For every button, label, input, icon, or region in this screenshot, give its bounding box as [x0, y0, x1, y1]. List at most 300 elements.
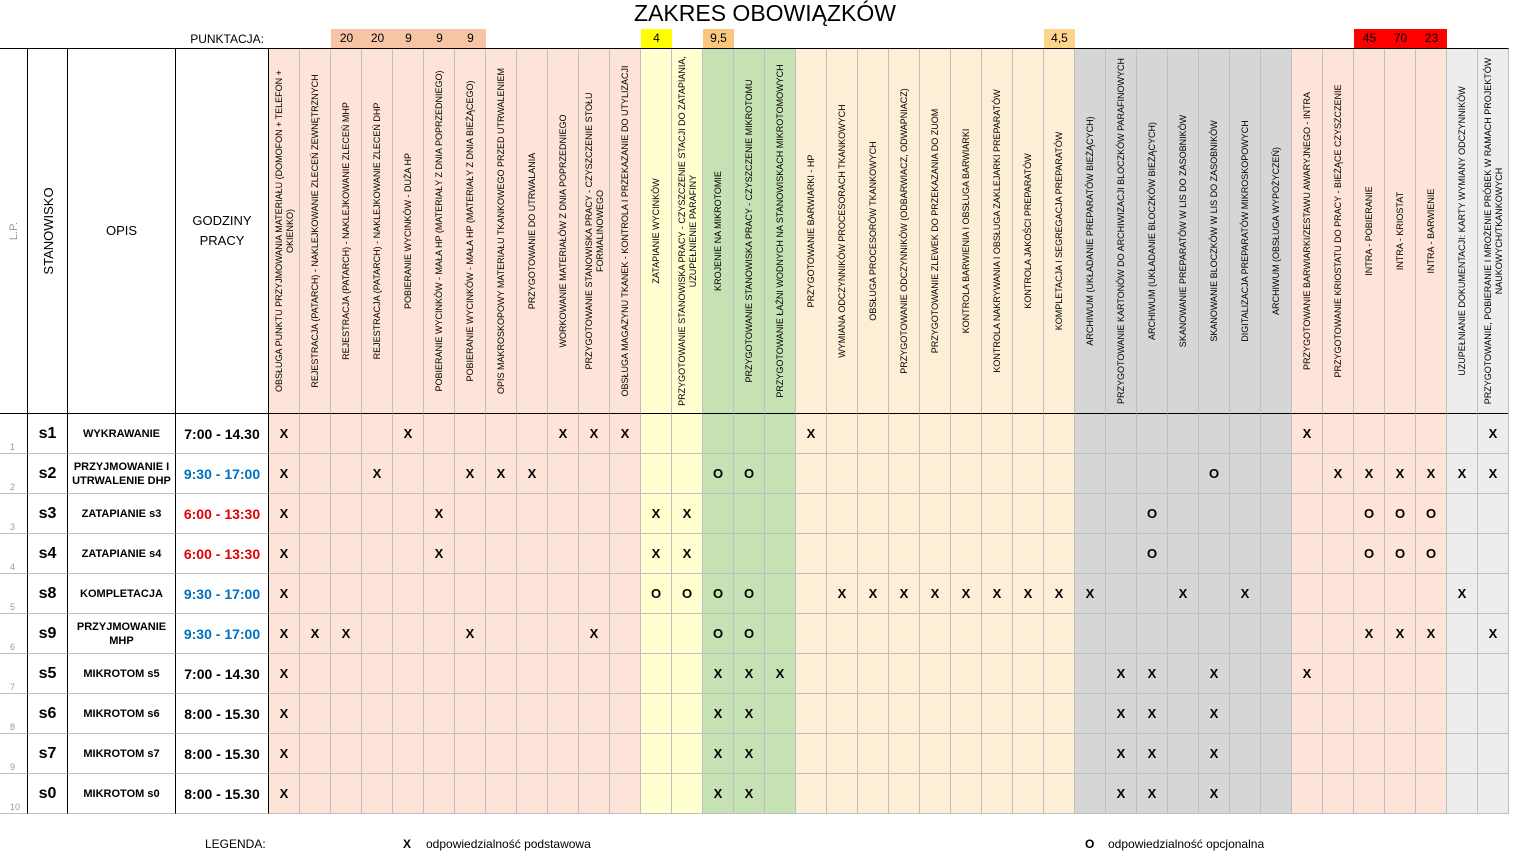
- duty-cell: [455, 654, 486, 694]
- duty-cell: O: [734, 574, 765, 614]
- duty-cell: [951, 654, 982, 694]
- duty-cell: [455, 734, 486, 774]
- duty-cell: [1044, 774, 1075, 814]
- duty-cell: [889, 414, 920, 454]
- duty-cell: O: [1385, 534, 1416, 574]
- duty-cell: [548, 534, 579, 574]
- column-header: [1199, 48, 1230, 414]
- duty-cell: [393, 494, 424, 534]
- duty-cell: [765, 574, 796, 614]
- duty-cell: [517, 494, 548, 534]
- duty-cell: [1013, 734, 1044, 774]
- duty-cell: [1447, 494, 1478, 534]
- duty-cell: [393, 774, 424, 814]
- duty-cell: X: [1447, 574, 1478, 614]
- legend-label: LEGENDA:: [205, 837, 266, 851]
- duty-cell: [1230, 614, 1261, 654]
- legend-o-text: odpowiedzialność opcjonalna: [1108, 837, 1265, 851]
- duty-cell: [486, 694, 517, 734]
- duty-cell: [672, 774, 703, 814]
- duty-cell: [796, 774, 827, 814]
- duty-cell: [1075, 534, 1106, 574]
- duty-cell: [641, 454, 672, 494]
- row-number: 1: [0, 414, 28, 454]
- duty-cell: [548, 734, 579, 774]
- duty-cell: [920, 734, 951, 774]
- duty-cell: [610, 494, 641, 534]
- work-hours: 6:00 - 13:30: [176, 534, 269, 574]
- duty-cell: X: [1106, 694, 1137, 734]
- duty-cell: X: [641, 534, 672, 574]
- duty-cell: [331, 414, 362, 454]
- duty-cell: X: [1199, 734, 1230, 774]
- duty-cell: [1447, 614, 1478, 654]
- duty-cell: [300, 534, 331, 574]
- duty-cell: [1168, 654, 1199, 694]
- duty-cell: [672, 414, 703, 454]
- duty-cell: [951, 614, 982, 654]
- duty-cell: [455, 574, 486, 614]
- work-hours: 6:00 - 13:30: [176, 494, 269, 534]
- duty-cell: [331, 734, 362, 774]
- duty-cell: [1385, 734, 1416, 774]
- duty-cell: [1261, 654, 1292, 694]
- duty-cell: [486, 654, 517, 694]
- duty-cell: [1137, 574, 1168, 614]
- duty-cell: [393, 694, 424, 734]
- duty-cell: [734, 414, 765, 454]
- duty-cell: [889, 654, 920, 694]
- column-header: [765, 48, 796, 414]
- duty-cell: [889, 774, 920, 814]
- header-description: OPIS: [68, 48, 176, 414]
- duty-cell: [393, 614, 424, 654]
- duty-cell: [486, 534, 517, 574]
- column-header-label: PRZYGOTOWANIE KRIOSTATU DO PRACY - BIEŻĄCE CZYSZCZENIE: [1333, 84, 1343, 378]
- score-cell: 45: [1354, 29, 1385, 48]
- duty-cell: X: [734, 734, 765, 774]
- row-number: 4: [0, 534, 28, 574]
- duty-cell: O: [1416, 494, 1447, 534]
- duty-cell: [517, 654, 548, 694]
- duty-cell: [1292, 734, 1323, 774]
- duty-cell: [1354, 734, 1385, 774]
- duty-cell: O: [1137, 534, 1168, 574]
- column-header: [300, 48, 331, 414]
- duty-cell: X: [1168, 574, 1199, 614]
- column-header-label: OBSŁUGA PUNKTU PRZYJMOWANIA MATERIAŁU (DOMOFON + TELEFON + OKIENKO): [273, 70, 295, 392]
- duty-cell: [1416, 734, 1447, 774]
- duty-cell: [579, 494, 610, 534]
- column-header-label: PRZYGOTOWANIE STANOWISKA PRACY - CZYSZCZENIE STACJI DO ZATAPIANIA, UZUPEŁNIENIE PARAFINY: [676, 56, 698, 406]
- duty-cell: [548, 614, 579, 654]
- duty-cell: [424, 694, 455, 734]
- station-code: s7: [28, 734, 68, 774]
- duty-cell: [610, 574, 641, 614]
- duty-cell: [889, 494, 920, 534]
- duty-cell: X: [641, 494, 672, 534]
- duty-cell: X: [269, 614, 300, 654]
- column-header: [1447, 48, 1478, 414]
- work-hours: 8:00 - 15.30: [176, 774, 269, 814]
- duty-cell: X: [424, 534, 455, 574]
- duty-cell: X: [1292, 414, 1323, 454]
- duty-cell: [1323, 694, 1354, 734]
- legend-x-symbol: X: [403, 837, 412, 851]
- duty-cell: [765, 734, 796, 774]
- duty-cell: [424, 774, 455, 814]
- duty-cell: X: [1354, 614, 1385, 654]
- duty-cell: [641, 694, 672, 734]
- duty-cell: [1416, 414, 1447, 454]
- column-header: [1416, 48, 1447, 414]
- duty-cell: [951, 774, 982, 814]
- duty-cell: [982, 774, 1013, 814]
- duty-cell: [1323, 534, 1354, 574]
- duty-cell: [796, 614, 827, 654]
- column-header-label: ARCHIWUM (UKŁADANIE PREPARATÓW BIEŻĄCYCH): [1085, 116, 1095, 346]
- station-description: MIKROTOM s0: [68, 774, 176, 814]
- duty-cell: [1416, 774, 1447, 814]
- duty-cell: [827, 734, 858, 774]
- duty-cell: [579, 534, 610, 574]
- station-description: MIKROTOM s7: [68, 734, 176, 774]
- duty-cell: [517, 574, 548, 614]
- duty-cell: [1385, 694, 1416, 734]
- header-station-label: STANOWISKO: [40, 187, 56, 275]
- column-header: [1106, 48, 1137, 414]
- duty-cell: [920, 494, 951, 534]
- column-header: [1013, 48, 1044, 414]
- duty-cell: X: [1478, 614, 1509, 654]
- column-header-label: POBIERANIE WYCINKÓW - DUŻA HP: [403, 153, 413, 310]
- row-number: 6: [0, 614, 28, 654]
- duty-cell: [1013, 694, 1044, 734]
- duty-cell: [300, 734, 331, 774]
- duty-cell: X: [920, 574, 951, 614]
- score-cell: 70: [1385, 29, 1416, 48]
- duty-cell: [951, 534, 982, 574]
- duty-cell: [765, 454, 796, 494]
- duty-cell: X: [796, 414, 827, 454]
- duty-cell: [610, 774, 641, 814]
- duty-cell: [1230, 774, 1261, 814]
- column-header-label: OPIS MAKROSKOPOWY MATERIAŁU TKANKOWEGO PRZED UTRWALENIEM: [496, 67, 506, 395]
- duty-cell: [827, 454, 858, 494]
- column-header-label: PRZYGOTOWANIE STANOWISKA PRACY - CZYSZCZENIE STOŁU FORMALINOWEGO: [583, 92, 605, 370]
- duty-cell: [1447, 734, 1478, 774]
- duty-cell: X: [1416, 614, 1447, 654]
- work-hours: 9:30 - 17:00: [176, 614, 269, 654]
- duty-cell: O: [703, 614, 734, 654]
- duty-cell: [424, 614, 455, 654]
- duty-cell: [796, 574, 827, 614]
- duty-cell: [641, 614, 672, 654]
- column-header: [703, 48, 734, 414]
- column-header-label: INTRA - KRIOSTAT: [1395, 191, 1405, 271]
- duty-cell: [1168, 734, 1199, 774]
- duty-cell: [1106, 414, 1137, 454]
- column-header: [1385, 48, 1416, 414]
- column-header: [548, 48, 579, 414]
- duty-cell: [858, 774, 889, 814]
- column-header: [610, 48, 641, 414]
- duty-cell: X: [269, 494, 300, 534]
- duty-cell: [827, 694, 858, 734]
- row-number: 10: [0, 774, 28, 814]
- duty-cell: [300, 574, 331, 614]
- duty-cell: [579, 734, 610, 774]
- duty-cell: X: [1199, 654, 1230, 694]
- duty-cell: X: [269, 534, 300, 574]
- duty-cell: X: [982, 574, 1013, 614]
- duty-cell: [641, 774, 672, 814]
- column-header: [455, 48, 486, 414]
- duty-cell: [765, 694, 796, 734]
- duty-cell: [424, 734, 455, 774]
- duty-cell: [362, 694, 393, 734]
- duty-cell: X: [951, 574, 982, 614]
- duty-cell: [920, 454, 951, 494]
- duty-cell: [1168, 494, 1199, 534]
- duty-cell: [1292, 494, 1323, 534]
- duty-cell: [641, 654, 672, 694]
- duty-cell: [951, 494, 982, 534]
- duty-cell: [424, 454, 455, 494]
- duty-cell: X: [734, 654, 765, 694]
- duty-cell: [455, 494, 486, 534]
- duty-cell: X: [703, 734, 734, 774]
- duty-cell: [672, 654, 703, 694]
- column-header-label: PRZYGOTOWANIE, POBIERANIE I MROŻENIE PRÓBEK W RAMACH PROJEKTÓW NAUKOWYCH/TKANKOWYCH: [1482, 57, 1504, 405]
- duty-cell: [1075, 654, 1106, 694]
- duty-cell: X: [300, 614, 331, 654]
- duty-cell: X: [1447, 454, 1478, 494]
- duty-cell: [1075, 454, 1106, 494]
- duty-cell: [1137, 414, 1168, 454]
- duty-cell: [827, 654, 858, 694]
- duty-cell: [827, 614, 858, 654]
- duty-cell: [1168, 614, 1199, 654]
- header-lp-label: L.P.: [7, 221, 20, 241]
- duty-cell: [455, 774, 486, 814]
- duty-cell: [765, 494, 796, 534]
- duty-cell: [1230, 734, 1261, 774]
- header-lp: [0, 48, 28, 414]
- column-header-label: POBIERANIE WYCINKÓW - MAŁA HP (MATERIAŁY Z DNIA BIEŻĄCEGO): [465, 80, 475, 382]
- column-header: [734, 48, 765, 414]
- duty-cell: X: [1137, 734, 1168, 774]
- duty-cell: [1137, 454, 1168, 494]
- duty-cell: [1044, 534, 1075, 574]
- column-header: [920, 48, 951, 414]
- duty-cell: [1261, 454, 1292, 494]
- station-description: ZATAPIANIE s4: [68, 534, 176, 574]
- column-header: [982, 48, 1013, 414]
- duty-cell: [1385, 654, 1416, 694]
- column-header: [1292, 48, 1323, 414]
- duty-cell: [548, 494, 579, 534]
- column-header-label: ARCHIWUM (UKŁADANIE BLOCZKÓW BIEŻĄCYCH): [1147, 121, 1157, 341]
- column-header-label: UZUPEŁNIANIE DOKUMENTACJI: KARTY WYMIANY ODCZYNNIKÓW: [1457, 86, 1467, 376]
- duty-cell: [548, 774, 579, 814]
- column-header: [362, 48, 393, 414]
- duty-cell: X: [455, 614, 486, 654]
- duty-cell: [362, 494, 393, 534]
- duty-cell: [1075, 494, 1106, 534]
- column-header: [796, 48, 827, 414]
- duty-cell: X: [269, 454, 300, 494]
- column-header: [1261, 48, 1292, 414]
- duty-cell: X: [1137, 654, 1168, 694]
- duty-cell: X: [1199, 774, 1230, 814]
- score-cell: 20: [331, 29, 362, 48]
- duty-cell: [858, 614, 889, 654]
- duty-cell: [858, 494, 889, 534]
- duty-cell: [920, 534, 951, 574]
- duty-cell: X: [579, 614, 610, 654]
- score-cell: 20: [362, 29, 393, 48]
- duty-cell: [1168, 414, 1199, 454]
- duty-cell: X: [331, 614, 362, 654]
- duty-cell: [579, 454, 610, 494]
- duty-cell: X: [703, 694, 734, 734]
- duty-cell: [951, 414, 982, 454]
- column-header-label: ARCHIWUM (OBSŁUGA WYPOŻYCZEŃ): [1271, 147, 1281, 316]
- duty-cell: X: [548, 414, 579, 454]
- duty-cell: [827, 494, 858, 534]
- duty-cell: [331, 494, 362, 534]
- duty-cell: [951, 694, 982, 734]
- duty-cell: [1199, 494, 1230, 534]
- duty-cell: [734, 494, 765, 534]
- duty-cell: [889, 694, 920, 734]
- duty-cell: [1044, 694, 1075, 734]
- duty-cell: [1354, 654, 1385, 694]
- duty-cell: [331, 694, 362, 734]
- work-hours: 8:00 - 15.30: [176, 694, 269, 734]
- duty-cell: O: [734, 614, 765, 654]
- duty-cell: [486, 614, 517, 654]
- duty-cell: X: [486, 454, 517, 494]
- duty-cell: [672, 694, 703, 734]
- column-header: [641, 48, 672, 414]
- column-header: [1075, 48, 1106, 414]
- duty-cell: [1354, 774, 1385, 814]
- duty-cell: [858, 534, 889, 574]
- duty-cell: [1230, 494, 1261, 534]
- duty-cell: X: [1044, 574, 1075, 614]
- row-number: 8: [0, 694, 28, 734]
- station-description: KOMPLETACJA: [68, 574, 176, 614]
- duty-cell: [1323, 414, 1354, 454]
- duty-cell: [517, 614, 548, 654]
- duty-cell: [796, 734, 827, 774]
- work-hours: 8:00 - 15.30: [176, 734, 269, 774]
- duty-cell: X: [1137, 774, 1168, 814]
- duty-cell: [1261, 534, 1292, 574]
- station-code: s5: [28, 654, 68, 694]
- station-code: s0: [28, 774, 68, 814]
- duty-cell: [1044, 414, 1075, 454]
- duty-cell: [1292, 534, 1323, 574]
- duty-cell: [858, 734, 889, 774]
- duty-cell: [393, 534, 424, 574]
- duty-cell: [610, 694, 641, 734]
- score-cell: 9: [424, 29, 455, 48]
- duty-cell: [1261, 734, 1292, 774]
- score-cell: 9,5: [703, 29, 734, 48]
- column-header: [269, 48, 300, 414]
- duty-cell: X: [1106, 654, 1137, 694]
- duty-cell: O: [703, 454, 734, 494]
- duty-cell: [579, 574, 610, 614]
- duty-cell: [1230, 454, 1261, 494]
- duty-cell: [765, 614, 796, 654]
- duty-cell: O: [734, 454, 765, 494]
- duty-cell: [1168, 454, 1199, 494]
- duty-cell: [796, 694, 827, 734]
- duty-cell: [517, 534, 548, 574]
- duty-cell: [1230, 694, 1261, 734]
- column-header: [1168, 48, 1199, 414]
- duty-cell: [1292, 694, 1323, 734]
- duty-cell: [1013, 534, 1044, 574]
- duty-cell: [1478, 574, 1509, 614]
- duty-cell: [703, 414, 734, 454]
- duty-cell: [300, 774, 331, 814]
- station-code: s8: [28, 574, 68, 614]
- duty-cell: [1354, 414, 1385, 454]
- duty-cell: [1447, 774, 1478, 814]
- duty-cell: O: [672, 574, 703, 614]
- duty-cell: [393, 734, 424, 774]
- duty-cell: [331, 534, 362, 574]
- column-header-label: WYMIANA ODCZYNNIKÓW PROCESORACH TKANKOWYCH: [837, 104, 847, 358]
- duty-cell: [796, 494, 827, 534]
- duty-cell: [858, 414, 889, 454]
- column-header: [517, 48, 548, 414]
- column-header-label: KONTROLA NAKRYWANIA I OBSŁUGA ZAKLEJARKI PREPARATÓW: [992, 89, 1002, 373]
- score-cell: 4: [641, 29, 672, 48]
- duty-cell: [300, 414, 331, 454]
- duty-cell: [951, 734, 982, 774]
- duty-cell: [362, 414, 393, 454]
- duty-cell: O: [1416, 534, 1447, 574]
- column-header: [579, 48, 610, 414]
- duty-cell: [672, 454, 703, 494]
- duty-cell: [982, 614, 1013, 654]
- column-header: [1137, 48, 1168, 414]
- duty-cell: [765, 414, 796, 454]
- column-header: [424, 48, 455, 414]
- duty-cell: [889, 734, 920, 774]
- station-description: ZATAPIANIE s3: [68, 494, 176, 534]
- duty-cell: X: [889, 574, 920, 614]
- duty-cell: [827, 774, 858, 814]
- duty-cell: [703, 494, 734, 534]
- duty-cell: [548, 694, 579, 734]
- duty-cell: [1447, 414, 1478, 454]
- station-description: PRZYJMOWANIE I UTRWALENIE DHP: [68, 454, 176, 494]
- work-hours: 7:00 - 14.30: [176, 654, 269, 694]
- row-number: 5: [0, 574, 28, 614]
- duty-cell: X: [827, 574, 858, 614]
- duty-cell: [765, 534, 796, 574]
- station-code: s9: [28, 614, 68, 654]
- duty-cell: [455, 534, 486, 574]
- duty-cell: [1230, 414, 1261, 454]
